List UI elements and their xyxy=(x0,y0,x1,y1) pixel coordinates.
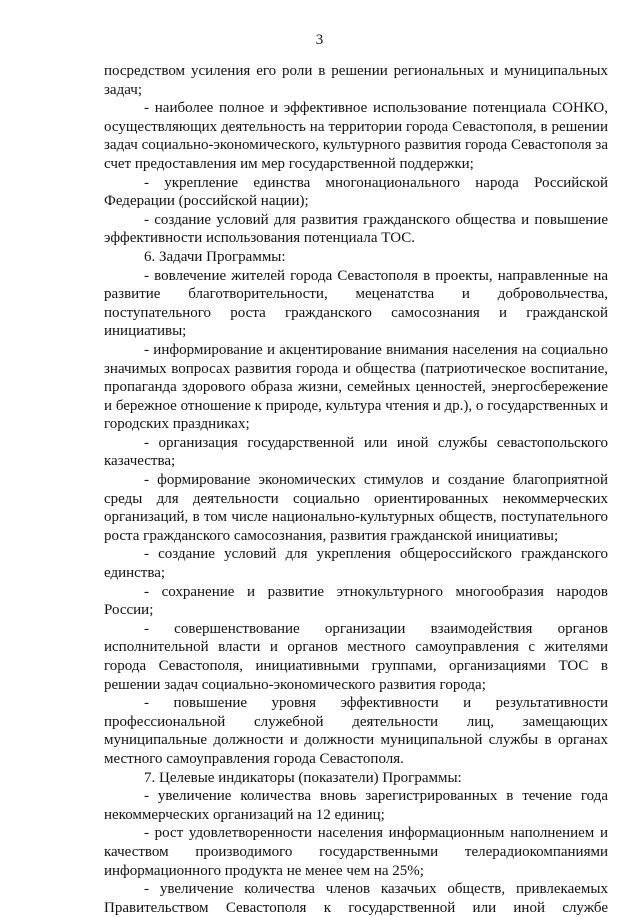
list-item: - совершенствование организации взаимодействия органов исполнительной власти и органов местного самоуправления с жителями города Севастополя, инициативными группами, организациями ТОС в решении задач социально-экономического развития города; xyxy=(104,620,608,693)
page-number: 3 xyxy=(315,32,324,48)
list-item: - увеличение количества членов казачьих обществ, привлекаемых Правительством Севастополя к государственной или иной службе xyxy=(104,881,608,916)
paragraph: посредством усиления его роли в решении региональных и муниципальных задач; xyxy=(104,63,608,98)
list-item: - информирование и акцентирование внимания населения на социально значимых вопросах развития города и общества (патриотическое воспитание, пропаганда здорового образа жизни, семейных ценностей, энергосбережение и бережное отношение к природе, культура чтения и др.), о государственных и городских праздниках; xyxy=(104,341,608,433)
list-item: - создание условий для укрепления общероссийского гражданского единства; xyxy=(104,546,608,582)
list-item: - укрепление единства многонационального народа Российской Федерации (российской нации); xyxy=(104,174,608,210)
list-item: - повышение уровня эффективности и результативности профессиональной служебной деятельности лиц, замещающих муниципальные должности и должности муниципальной службы в органах местного самоуправления города Севастополя. xyxy=(104,695,608,767)
list-item: - наиболее полное и эффективное использование потенциала СОНКО, осуществляющих деятельность на территории города Севастополя, в решении задач социально-экономического, культурного развития города Севастополя за счет предоставления им мер государственной поддержки; xyxy=(104,100,608,172)
section-heading: 7. Целевые индикаторы (показатели) Программы: xyxy=(144,769,462,786)
list-item: - организация государственной или иной службы севастопольского казачества; xyxy=(104,434,608,470)
list-item: - рост удовлетворенности населения информационным наполнением и качеством производимого государственными телерадиокомпаниями информационного продукта не менее чем на 25%; xyxy=(104,825,608,879)
list-item: - увеличение количества вновь зарегистрированных в течение года некоммерческих организаций на 12 единиц; xyxy=(104,788,608,823)
list-item: - создание условий для развития гражданского общества и повышение эффективности использования потенциала ТОС. xyxy=(104,211,608,247)
section-heading: 6. Задачи Программы: xyxy=(144,248,286,265)
list-item: - сохранение и развитие этнокультурного многообразия народов России; xyxy=(104,583,608,619)
document-body xyxy=(104,62,608,917)
list-item: - вовлечение жителей города Севастополя в проекты, направленные на развитие благотворительности, меценатства и добровольчества, поступательного роста гражданского самосознания и гражданской инициативы; xyxy=(104,267,608,340)
list-item: - формирование экономических стимулов и создание благоприятной среды для деятельности социально ориентированных некоммерческих организаций, в том числе национально-культурных обществ, поступательного роста гражданского самосознания, развития гражданской инициативы; xyxy=(104,472,608,544)
